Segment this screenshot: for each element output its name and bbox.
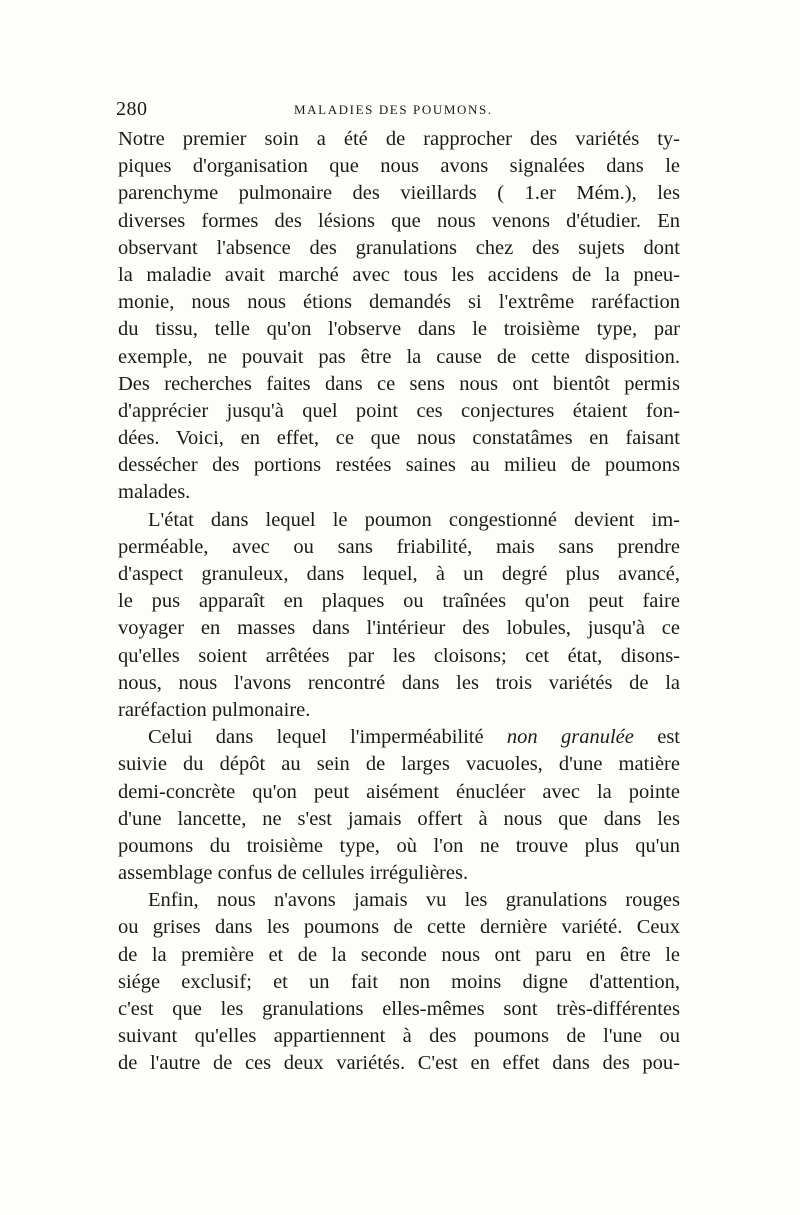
text-line: dessécher des portions restées saines au milieu de poumons [118,454,680,477]
text-line: siége exclusif; et un fait non moins digne d'attention, [118,970,680,993]
text-line: piques d'organisation que nous avons signalées dans le [118,155,680,178]
page-header [116,98,676,124]
text-line: poumons du troisième type, où l'on ne trouve plus qu'un [118,834,680,857]
text-line: d'apprécier jusqu'à quel point ces conjectures étaient fon- [118,399,680,422]
text-line: voyager en masses dans l'intérieur des lobules, jusqu'à ce [118,617,680,640]
text-line: c'est que les granulations elles-mêmes sont très-différentes [118,998,680,1020]
text-line: assemblage confus de cellules irrégulières. [118,862,469,885]
text-line: nous, nous l'avons rencontré dans les trois variétés de la [118,671,680,694]
text-line: le pus apparaît en plaques ou traînées qu'on peut faire [118,590,680,613]
text-line: perméable, avec ou sans friabilité, mais sans prendre [118,535,680,558]
text-line: monie, nous nous étions demandés si l'extrême raréfaction [118,291,680,314]
text-line [118,724,680,751]
text-line: du tissu, telle qu'on l'observe dans le troisième type, par [118,318,680,341]
text-line: demi-concrète qu'on peut aisément énucléer avec la pointe [118,780,680,803]
text-line: de l'autre de ces deux variétés. C'est en effet dans des pou- [118,1052,680,1075]
text-line: d'une lancette, ne s'est jamais offert à nous que dans les [118,807,680,830]
text-line: d'aspect granuleux, dans lequel, à un degré plus avancé, [118,563,680,585]
text-line: suivie du dépôt au sein de larges vacuoles, d'une matière [118,753,680,776]
text-line: Notre premier soin a été de rapprocher des variétés ty- [118,128,680,150]
text-run: Celui dans lequel l'imperméabilité [148,726,507,749]
page-number: 280 [116,98,148,120]
text-line: malades. [118,481,191,504]
text-line: ou grises dans les poumons de cette dernière variété. Ceux [118,916,680,939]
text-line: Des recherches faites dans ce sens nous ont bientôt permis [118,372,680,395]
text-line: la maladie avait marché avec tous les accidens de la pneu- [118,263,680,286]
text-line: suivant qu'elles appartiennent à des poumons de l'une ou [118,1025,680,1048]
text-line: L'état dans lequel le poumon congestionné devient im- [148,508,680,531]
running-title: MALADIES DES POUMONS. [294,102,493,117]
italic-emphasis: non granulée [506,726,634,749]
body-text [118,126,680,1078]
text-line: qu'elles soient arrêtées par les cloisons; cet état, disons- [118,644,680,667]
text-line: raréfaction pulmonaire. [118,698,311,721]
text-line: de la première et de la seconde nous ont paru en être le [118,943,680,966]
text-line: dées. Voici, en effet, ce que nous constatâmes en faisant [118,427,680,450]
text-line: Enfin, nous n'avons jamais vu les granulations rouges [148,889,680,912]
text-line: exemple, ne pouvait pas être la cause de cette disposition. [118,345,680,368]
text-run: est [633,726,681,749]
text-line: parenchyme pulmonaire des vieillards ( 1.er Mém.), les [118,182,680,205]
text-line: observant l'absence des granulations chez des sujets dont [118,236,680,259]
text-line: diverses formes des lésions que nous venons d'étudier. En [118,209,680,232]
